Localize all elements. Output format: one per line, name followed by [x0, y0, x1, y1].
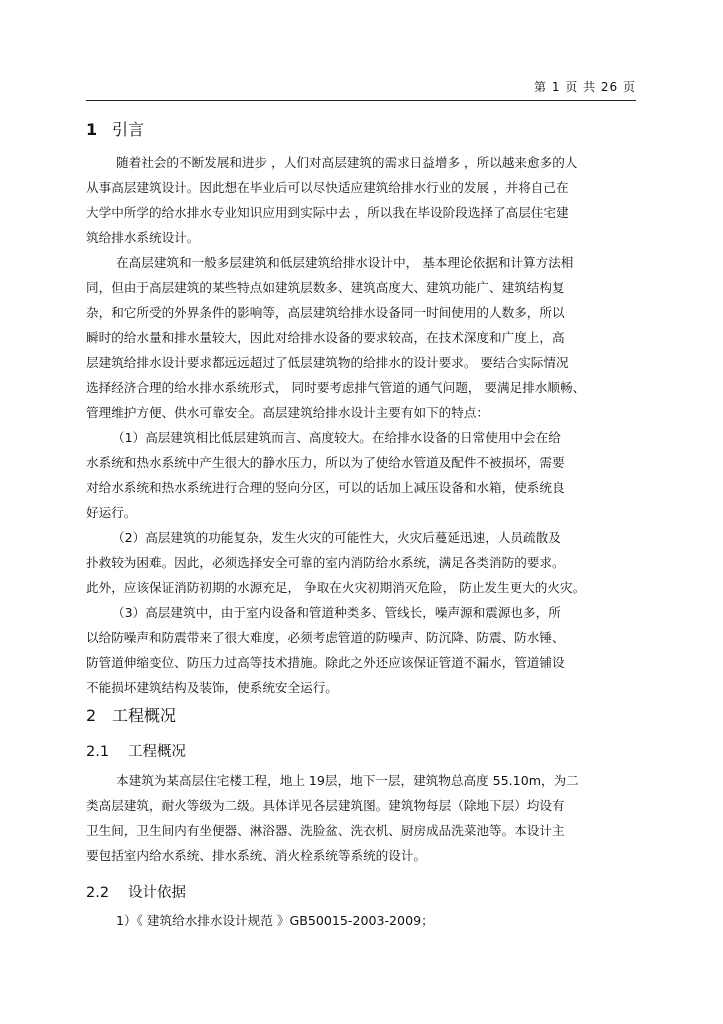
paragraph-line: 对给水系统和热水系统进行合理的竖向分区，可以的话加上减压设备和水箱，使系统良 [86, 480, 565, 495]
paragraph-line: 好运行。 [86, 505, 137, 520]
paragraph-line: 类高层建筑，耐火等级为二级。具体详见各层建筑图。建筑物每层（除地下层）均设有 [86, 798, 565, 813]
paragraph-line: 扑救较为困难。因此，必须选择安全可靠的室内消防给水系统，满足各类消防的要求。 [86, 555, 565, 570]
section-title: 引言 [112, 120, 145, 139]
section-number: 2 [86, 706, 97, 725]
paragraph-line: 此外，应该保证消防初期的水源充足， 争取在火灾初期消灭危险， 防止发生更大的火灾。 [86, 580, 586, 595]
paragraph-line: 杂，和它所受的外界条件的影响等，高层建筑给排水设备同一时间使用的人数多，所以 [86, 305, 565, 320]
paragraph-line: 管理维护方便、供水可靠安全。高层建筑给排水设计主要有如下的特点： [86, 405, 489, 420]
paragraph-line: 以给防噪声和防震带来了很大难度，必须考虑管道的防噪声、防沉降、防震、防水锤、 [86, 630, 565, 645]
paragraph-line: 本建筑为某高层住宅楼工程，地上 19层，地下一层，建筑物总高度 55.10m，为二 [116, 773, 579, 788]
paragraph-line: 水系统和热水系统中产生很大的静水压力，所以为了使给水管道及配件不被损坏，需要 [86, 455, 565, 470]
paragraph-line: 瞬时的给水量和排水量较大，因此对给排水设备的要求较高，在技术深度和广度上，高 [86, 330, 565, 345]
paragraph-line: 同，但由于高层建筑的某些特点如建筑层数多、建筑高度大、建筑功能广、建筑结构复 [86, 280, 565, 295]
paragraph-line: （2）高层建筑的功能复杂，发生火灾的可能性大，火灾后蔓延迅速，人员疏散及 [112, 530, 561, 545]
reference-item: 1）《 建筑给水排水设计规范 》GB50015-2003-2009； [116, 913, 434, 928]
paragraph-line: 在高层建筑和一般多层建筑和低层建筑给排水设计中， 基本理论依据和计算方法相 [116, 255, 574, 270]
paragraph-line: 从事高层建筑设计。因此想在毕业后可以尽快适应建筑给排水行业的发展 ，并将自己在 [86, 180, 569, 195]
subsection-number: 2.1 [86, 744, 110, 760]
paragraph-line: 筑给排水系统设计。 [86, 230, 200, 245]
paragraph-line: 要包括室内给水系统、排水系统、消火栓系统等系统的设计。 [86, 848, 427, 863]
subsection-heading [86, 743, 186, 761]
paragraph-line: 选择经济合理的给水排水系统形式， 同时要考虑排气管道的通气问题， 要满足排水顺畅、 [86, 380, 586, 395]
paragraph-line: 不能损坏建筑结构及装饰，使系统安全运行。 [86, 680, 338, 695]
page-number: 第 1 页 共 26 页 [534, 80, 636, 94]
paragraph-line: 防管道伸缩变位、防压力过高等技术措施。除此之外还应该保证管道不漏水，管道铺设 [86, 655, 565, 670]
paragraph-line: （1）高层建筑相比低层建筑而言、高度较大。在给排水设备的日常使用中会在给 [112, 430, 561, 445]
paragraph-line: 大学中所学的给水排水专业知识应用到实际中去 ，所以我在毕设阶段选择了高层住宅建 [86, 205, 569, 220]
subsection-title: 设计依据 [128, 885, 186, 901]
subsection-title: 工程概况 [128, 744, 186, 760]
section-heading-intro [86, 120, 144, 140]
section-title: 工程概况 [112, 706, 177, 725]
paragraph-line: 层建筑给排水设计要求都远远超过了低层建筑物的给排水的设计要求。 要结合实际情况 [86, 355, 569, 370]
paragraph-line: 卫生间，卫生间内有坐便器、淋浴器、洗脸盆、洗衣机、厨房成品洗菜池等。本设计主 [86, 823, 565, 838]
subsection-heading [86, 884, 186, 902]
paragraph-line: 随着社会的不断发展和进步 ，人们对高层建筑的需求日益增多 ，所以越来愈多的人 [116, 155, 578, 170]
paragraph-line: （3）高层建筑中，由于室内设备和管道种类多、管线长，噪声源和震源也多，所 [112, 605, 561, 620]
section-number: 1 [86, 120, 98, 139]
subsection-number: 2.2 [86, 885, 110, 901]
page-header [86, 80, 636, 101]
section-heading-overview [86, 706, 176, 726]
